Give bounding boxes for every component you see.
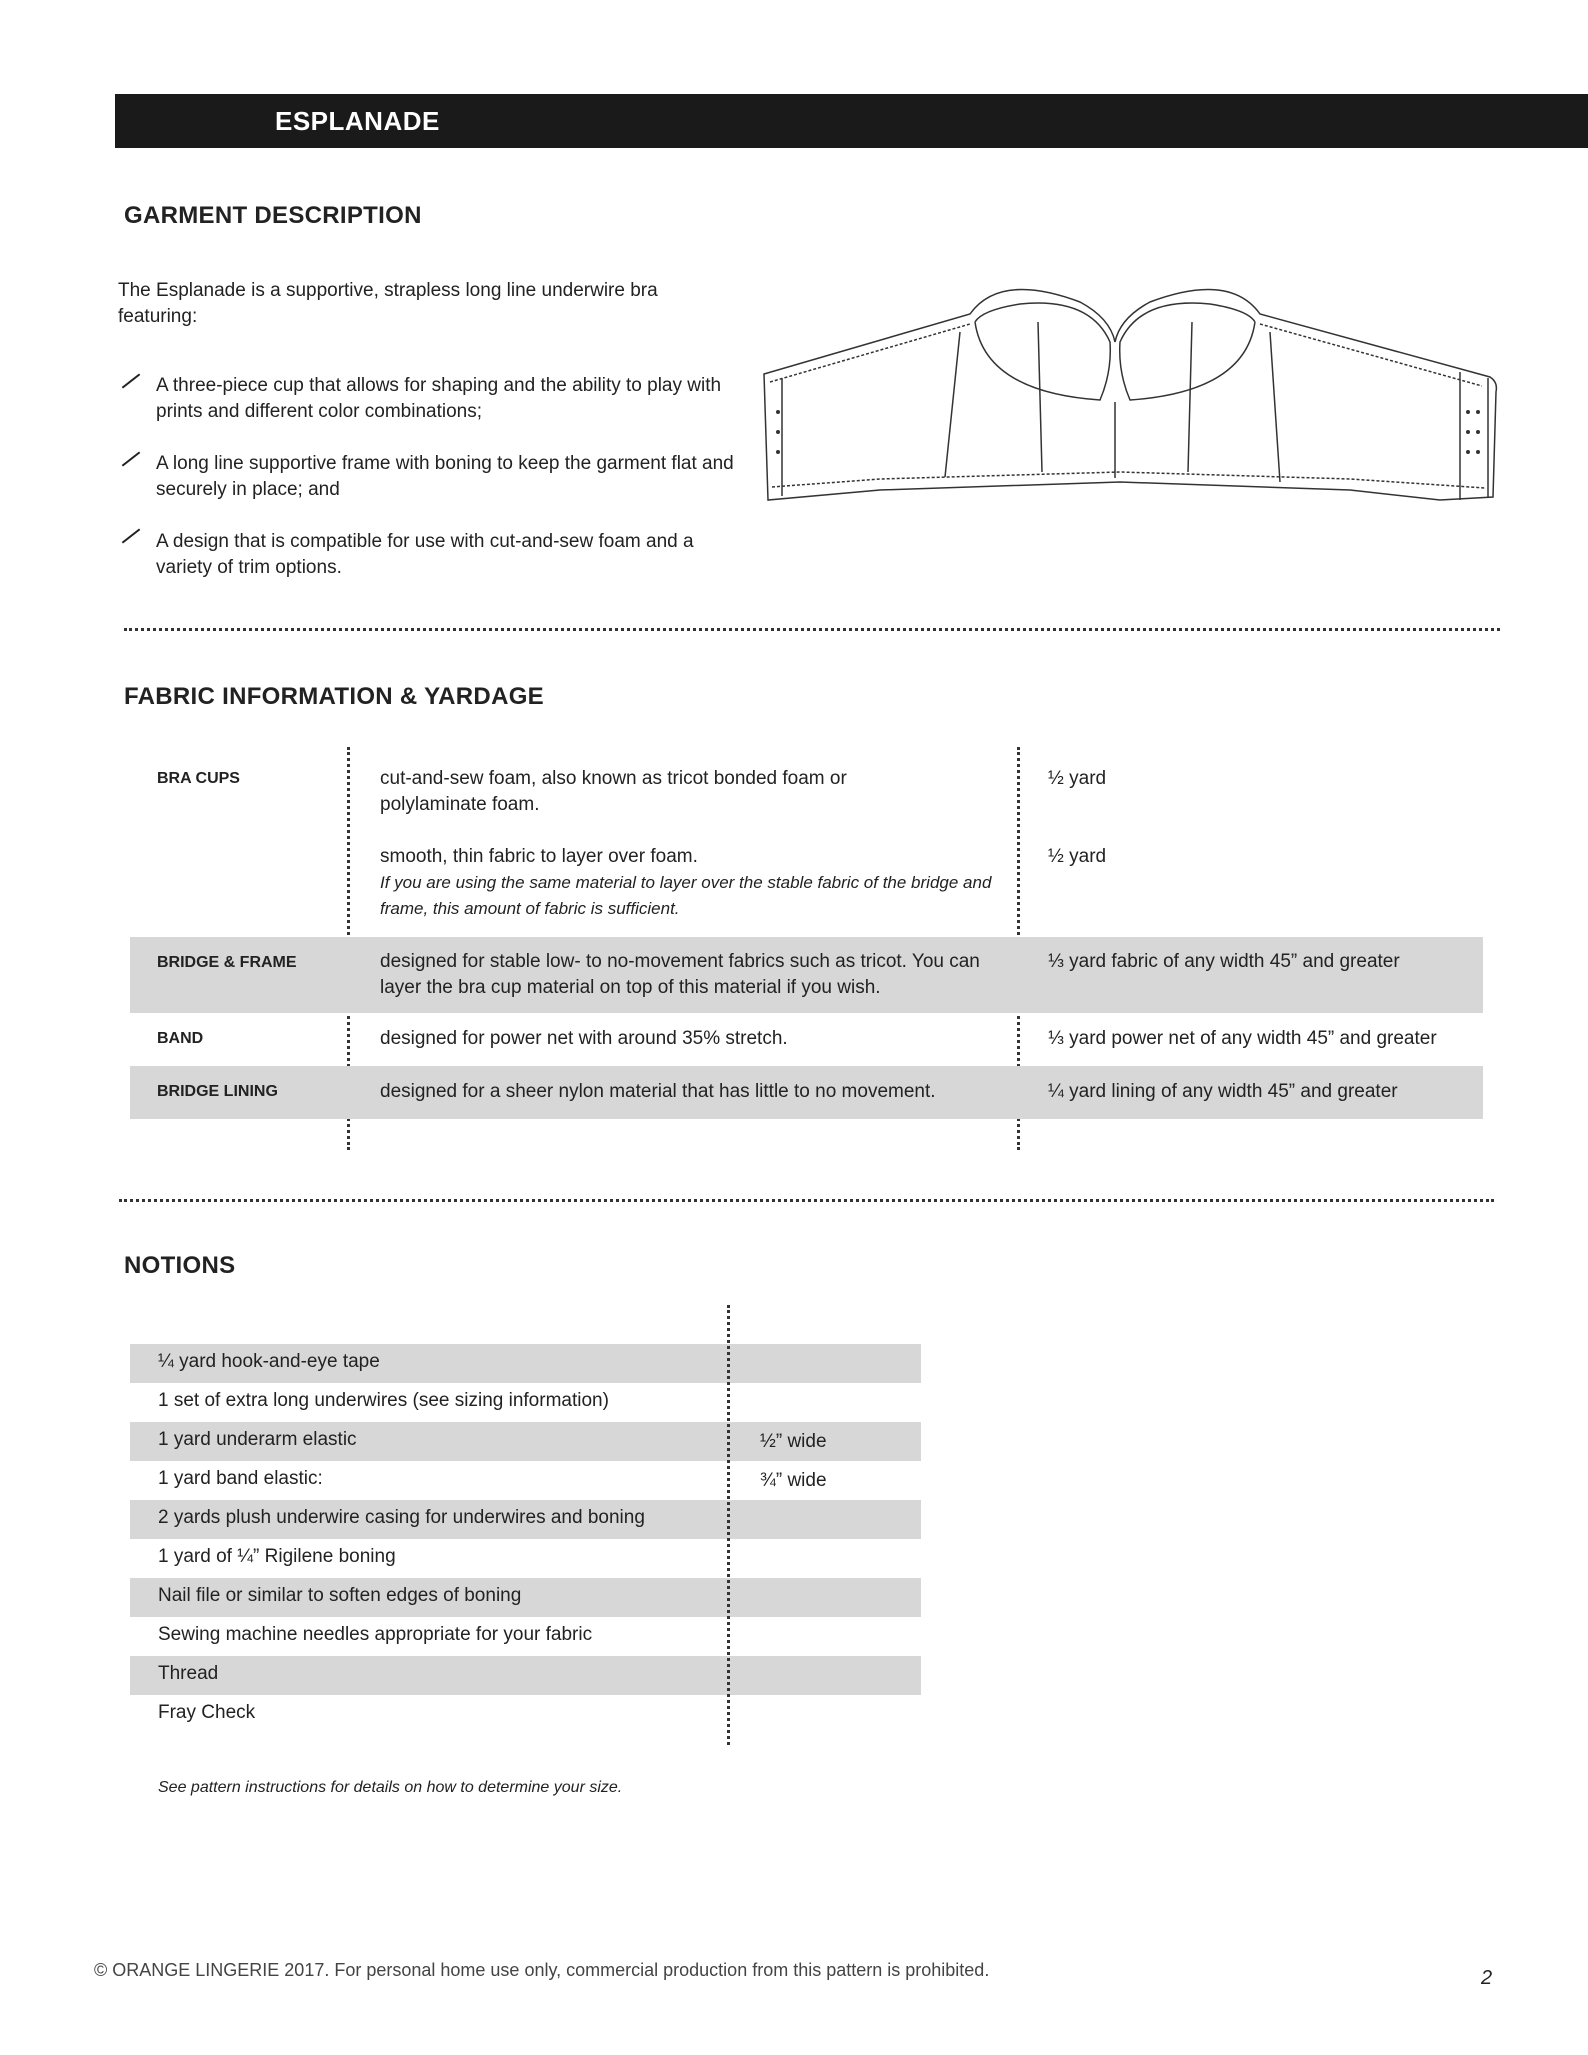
notion-row bbox=[130, 1539, 921, 1578]
fabric-desc: smooth, thin fabric to layer over foam. bbox=[380, 846, 698, 867]
garment-intro: The Esplanade is a supportive, strapless long line underwire bra featuring: bbox=[118, 280, 658, 327]
notion-row bbox=[130, 1422, 921, 1461]
fabric-desc: designed for power net with around 35% stretch. bbox=[380, 1028, 788, 1049]
notion-item: 2 yards plush underwire casing for underwires and boning bbox=[158, 1507, 645, 1528]
fabric-label: BRIDGE LINING bbox=[157, 1083, 278, 1100]
slash-bullet-icon bbox=[122, 373, 141, 388]
fabric-amount: ½ yard bbox=[1048, 846, 1107, 867]
notion-row bbox=[130, 1656, 921, 1695]
bullet-text: A three-piece cup that allows for shaping and the ability to play with prints and different color combinations; bbox=[156, 375, 722, 422]
fabric-row bbox=[130, 844, 1483, 934]
notion-item: Fray Check bbox=[158, 1702, 256, 1723]
fabric-amount: ¼ yard lining of any width 45” and greater bbox=[1048, 1081, 1398, 1102]
notion-item: 1 set of extra long underwires (see sizing information) bbox=[158, 1390, 609, 1411]
notion-row bbox=[130, 1695, 921, 1734]
fabric-amount: ⅓ yard fabric of any width 45” and greater bbox=[1048, 951, 1400, 972]
bra-technical-drawing bbox=[760, 282, 1500, 508]
notion-item: Sewing machine needles appropriate for your fabric bbox=[158, 1624, 593, 1645]
notion-row bbox=[130, 1461, 921, 1500]
fabric-label: BRA CUPS bbox=[157, 770, 240, 787]
column-divider bbox=[727, 1305, 730, 1745]
notion-item: 1 yard of ¼” Rigilene boning bbox=[158, 1546, 396, 1567]
notion-item: 1 yard band elastic: bbox=[158, 1468, 323, 1489]
fabric-row bbox=[130, 1066, 1483, 1119]
notion-item: Nail file or similar to soften edges of boning bbox=[158, 1585, 522, 1606]
section-divider bbox=[124, 628, 1500, 631]
notion-row bbox=[130, 1578, 921, 1617]
notion-row bbox=[130, 1344, 921, 1383]
section-divider bbox=[119, 1199, 1494, 1202]
notion-spec: ¾” wide bbox=[760, 1470, 827, 1491]
notions-footnote: See pattern instructions for details on how to determine your size. bbox=[158, 1779, 623, 1796]
notion-spec: ½” wide bbox=[760, 1431, 827, 1452]
bullet-text: A design that is compatible for use with cut-and-sew foam and a variety of trim options. bbox=[156, 531, 694, 578]
fabric-row bbox=[130, 1013, 1483, 1066]
fabric-desc: designed for a sheer nylon material that has little to no movement. bbox=[380, 1081, 936, 1102]
notion-item: ¼ yard hook-and-eye tape bbox=[158, 1351, 380, 1372]
fabric-row bbox=[130, 937, 1483, 1013]
notion-row bbox=[130, 1383, 921, 1422]
fabric-desc: cut-and-sew foam, also known as tricot bonded foam or polylaminate foam. bbox=[380, 768, 847, 815]
notion-item: 1 yard underarm elastic bbox=[158, 1429, 357, 1450]
fabric-heading: FABRIC INFORMATION & YARDAGE bbox=[124, 683, 544, 710]
notion-row bbox=[130, 1617, 921, 1656]
fabric-label: BAND bbox=[157, 1030, 204, 1047]
fabric-note: If you are using the same material to layer over the stable fabric of the bridge and frame, this amount of fabric is sufficient. bbox=[380, 873, 992, 918]
notion-row bbox=[130, 1500, 921, 1539]
garment-heading: GARMENT DESCRIPTION bbox=[124, 202, 422, 229]
fabric-amount: ½ yard bbox=[1048, 768, 1107, 789]
bullet-text: A long line supportive frame with boning to keep the garment flat and securely in place; and bbox=[156, 453, 734, 500]
fabric-desc: designed for stable low- to no-movement fabrics such as tricot. You can layer the bra cup material on top of this material if you wish. bbox=[380, 951, 980, 998]
title-bar bbox=[115, 94, 1588, 148]
slash-bullet-icon bbox=[122, 451, 141, 466]
page-number: 2 bbox=[1481, 1967, 1493, 1989]
fabric-amount: ⅓ yard power net of any width 45” and greater bbox=[1048, 1028, 1437, 1049]
slash-bullet-icon bbox=[122, 528, 141, 543]
footer-copyright: © ORANGE LINGERIE 2017. For personal home use only, commercial production from this pattern is prohibited. bbox=[94, 1960, 990, 1980]
fabric-label: BRIDGE & FRAME bbox=[157, 954, 297, 971]
notions-heading: NOTIONS bbox=[124, 1252, 236, 1279]
page-title: ESPLANADE bbox=[275, 106, 440, 136]
notion-item: Thread bbox=[158, 1663, 219, 1684]
